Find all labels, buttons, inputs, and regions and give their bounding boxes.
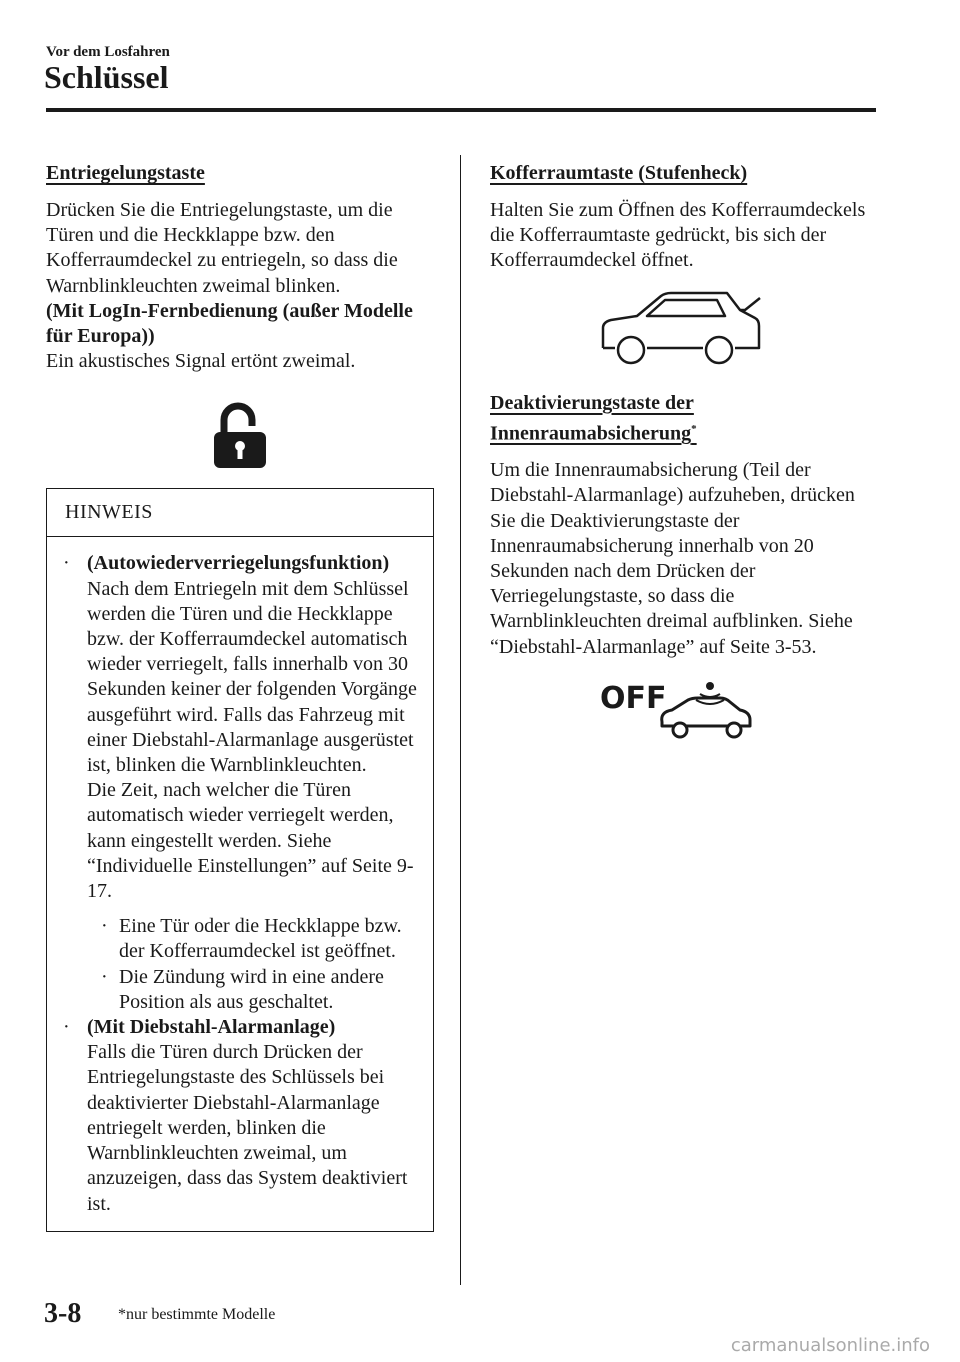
condition-item [87, 965, 425, 1015]
chapter-label: Vor dem Losfahren [46, 44, 170, 60]
note-title: HINWEIS [47, 489, 433, 537]
alarm-title: (Mit Diebstahl-Alarmanlage) [87, 1016, 336, 1039]
footer-note: *nur bestimmte Modelle [118, 1306, 276, 1323]
bullet-dot: · [63, 1016, 70, 1039]
unlock-icon-wrap [46, 400, 434, 470]
unlock-description-text: Drücken Sie die Entriegelungstaste, um die Türen und die Heckklappe bzw. den Kofferraumdeckel zu entriegeln, so dass die Warnblinkleuchten zweimal blinken. [46, 199, 398, 297]
auto-relock-text: Nach dem Entriegeln mit dem Schlüssel werden die Türen und die Heckklappe bzw. der Kofferraumdeckel automatisch wieder verriegelt, falls innerhalb von 30 Sekunden keiner der folgenden Vorgänge ausgeführt wird. Falls das Fahrzeug mit einer Diebstahl-Alarmanlage ausgerüstet ist, blinken die Warnblinkleuchten. [87, 577, 417, 777]
note-bullet-alarm [63, 1015, 425, 1217]
bullet-dot: · [101, 965, 108, 988]
login-remote-note: (Mit LogIn-Fernbedienung (außer Modelle für Europa)) [46, 299, 413, 348]
right-column [490, 160, 870, 744]
condition-text: Eine Tür oder die Heckklappe bzw. der Kofferraumdeckel ist geöffnet. [119, 915, 402, 963]
auto-relock-title: (Autowiederverriegelungsfunktion) [87, 552, 390, 575]
condition-text: Die Zündung wird in eine andere Position als aus geschaltet. [119, 965, 384, 1013]
bullet-dot: · [101, 915, 108, 938]
condition-item [87, 914, 425, 964]
intrusion-sensor-off-icon [600, 674, 760, 744]
car-trunk-open-icon [595, 288, 765, 368]
page-title: Schlüssel [44, 59, 169, 95]
deactivation-title-line-1: Deaktivierungstaste der [490, 391, 694, 414]
off-label: OFF [600, 680, 667, 716]
auto-relock-conditions [87, 914, 425, 1015]
deactivation-description: Um die Innenraumabsicherung (Teil der Diebstahl-Alarmanlage) aufzuheben, drücken Sie die Deaktivierungstaste der Innenraumabsicherung innerhalb von 20 Sekunden nach dem Drücken der Verriegelungstaste, so dass die Warnblinkleuchten dreimal aufblinken. Siehe “Diebstahl-Alarmanlage” auf Seite 3-53. [490, 459, 855, 658]
watermark: carmanualsonline.info [730, 1335, 930, 1356]
trunk-icon-wrap [490, 288, 870, 368]
column-divider [460, 155, 461, 1285]
unlock-description [46, 198, 434, 374]
note-body [47, 537, 433, 1230]
trunk-description: Halten Sie zum Öffnen des Kofferraumdeckels die Kofferraumtaste gedrückt, bis sich der Kofferraumdeckel öffnet. [490, 199, 866, 272]
model-specific-mark: * [691, 422, 697, 435]
section-title-entriegelungstaste: Entriegelungstaste [46, 162, 205, 184]
note-bullet-auto-relock [63, 551, 425, 1015]
section-title-deactivation [490, 390, 870, 447]
left-column [46, 160, 434, 1232]
section-title-trunk: Kofferraumtaste (Stufenheck) [490, 162, 748, 184]
page-number: 3-8 [44, 1298, 82, 1329]
header-rule [46, 108, 876, 112]
deactivation-title-line-2: Innenraumabsicherung [490, 422, 692, 445]
off-icon-wrap [490, 674, 870, 744]
unlock-padlock-icon [210, 400, 270, 470]
alarm-text: Falls die Türen durch Drücken der Entriegelungstaste des Schlüssels bei deaktivierter Diebstahl-Alarmanlage entriegelt werden, blinken die Warnblinkleuchten zweimal, um anzuzeigen, dass das System deaktiviert ist. [87, 1041, 408, 1215]
acoustic-signal-text: Ein akustisches Signal ertönt zweimal. [46, 350, 356, 373]
bullet-dot: · [63, 552, 70, 575]
note-box [46, 488, 434, 1231]
auto-relock-text-2: Die Zeit, nach welcher die Türen automatisch wieder verriegelt werden, kann eingestellt werden. Siehe “Individuelle Einstellungen” auf Seite 9-17. [87, 779, 414, 903]
